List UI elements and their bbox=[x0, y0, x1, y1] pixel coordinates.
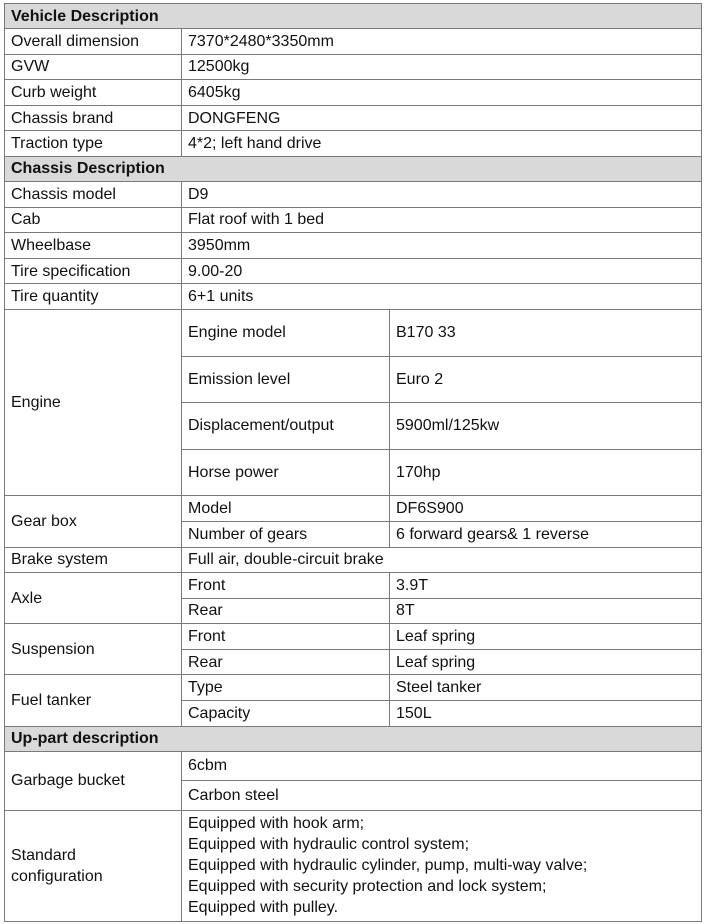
sub-value: 6 forward gears& 1 reverse bbox=[390, 521, 702, 547]
table-row bbox=[5, 131, 702, 157]
sub-label: Front bbox=[182, 573, 390, 599]
sub-label: Emission level bbox=[182, 356, 390, 403]
row-label: Traction type bbox=[5, 131, 182, 157]
sub-value: Leaf spring bbox=[390, 624, 702, 650]
sub-value: 150L bbox=[390, 701, 702, 727]
standard-row bbox=[5, 810, 702, 921]
bucket-value: Carbon steel bbox=[182, 781, 702, 811]
standard-line: Equipped with hydraulic control system; bbox=[188, 836, 470, 854]
row-value: Full air, double-circuit brake bbox=[182, 547, 702, 573]
section-uppart bbox=[5, 726, 702, 751]
row-value: 3950mm bbox=[182, 233, 702, 259]
sub-label: Displacement/output bbox=[182, 403, 390, 450]
row-value: 12500kg bbox=[182, 54, 702, 80]
row-label: Wheelbase bbox=[5, 233, 182, 259]
row-label: Tire specification bbox=[5, 258, 182, 284]
table-row bbox=[5, 258, 702, 284]
row-label: Curb weight bbox=[5, 80, 182, 106]
standard-label bbox=[5, 810, 182, 921]
row-label: Brake system bbox=[5, 547, 182, 573]
row-label: Overall dimension bbox=[5, 29, 182, 55]
table-row bbox=[5, 284, 702, 310]
standard-line: Equipped with hook arm; bbox=[188, 815, 365, 833]
axle-label: Axle bbox=[5, 573, 182, 624]
spec-table bbox=[4, 3, 702, 922]
gearbox-label: Gear box bbox=[5, 496, 182, 547]
table-row bbox=[5, 29, 702, 55]
standard-value bbox=[182, 810, 702, 921]
suspension-label: Suspension bbox=[5, 624, 182, 675]
standard-label-line: configuration bbox=[11, 867, 103, 885]
sub-value: Steel tanker bbox=[390, 675, 702, 701]
engine-label: Engine bbox=[5, 309, 182, 495]
row-value: D9 bbox=[182, 181, 702, 207]
table-row bbox=[5, 181, 702, 207]
standard-line: Equipped with pulley. bbox=[188, 899, 339, 917]
bucket-row bbox=[5, 751, 702, 781]
standard-line: Equipped with hydraulic cylinder, pump, multi-way valve; bbox=[188, 857, 588, 875]
sub-label: Front bbox=[182, 624, 390, 650]
table-row bbox=[5, 105, 702, 131]
table-row bbox=[5, 207, 702, 233]
table-row bbox=[5, 233, 702, 259]
sub-value: B170 33 bbox=[390, 309, 702, 356]
row-value: 9.00-20 bbox=[182, 258, 702, 284]
sub-label: Type bbox=[182, 675, 390, 701]
suspension-row bbox=[5, 624, 702, 650]
sub-value: 5900ml/125kw bbox=[390, 403, 702, 450]
row-label: Tire quantity bbox=[5, 284, 182, 310]
sub-label: Capacity bbox=[182, 701, 390, 727]
row-label: Cab bbox=[5, 207, 182, 233]
sub-label: Model bbox=[182, 496, 390, 522]
sub-value: 3.9T bbox=[390, 573, 702, 599]
sub-value: 8T bbox=[390, 598, 702, 624]
row-value: 6+1 units bbox=[182, 284, 702, 310]
bucket-value: 6cbm bbox=[182, 751, 702, 781]
standard-label-line: Standard bbox=[11, 846, 76, 864]
row-label: GVW bbox=[5, 54, 182, 80]
section-heading: Up-part description bbox=[5, 726, 702, 751]
table-row bbox=[5, 80, 702, 106]
table-row bbox=[5, 547, 702, 573]
fuel-label: Fuel tanker bbox=[5, 675, 182, 726]
sub-value: 170hp bbox=[390, 449, 702, 496]
row-label: Chassis model bbox=[5, 181, 182, 207]
fuel-row bbox=[5, 675, 702, 701]
row-label: Chassis brand bbox=[5, 105, 182, 131]
row-value: 6405kg bbox=[182, 80, 702, 106]
sub-label: Engine model bbox=[182, 309, 390, 356]
axle-row bbox=[5, 573, 702, 599]
sub-label: Horse power bbox=[182, 449, 390, 496]
sub-value: DF6S900 bbox=[390, 496, 702, 522]
standard-line: Equipped with security protection and lock system; bbox=[188, 878, 547, 896]
section-heading: Chassis Description bbox=[5, 156, 702, 181]
row-value: 7370*2480*3350mm bbox=[182, 29, 702, 55]
sub-value: Leaf spring bbox=[390, 649, 702, 675]
engine-row bbox=[5, 309, 702, 356]
table-row bbox=[5, 54, 702, 80]
sub-label: Number of gears bbox=[182, 521, 390, 547]
row-value: 4*2; left hand drive bbox=[182, 131, 702, 157]
row-value: DONGFENG bbox=[182, 105, 702, 131]
sub-value: Euro 2 bbox=[390, 356, 702, 403]
section-chassis bbox=[5, 156, 702, 181]
sub-label: Rear bbox=[182, 598, 390, 624]
gearbox-row bbox=[5, 496, 702, 522]
bucket-label: Garbage bucket bbox=[5, 751, 182, 810]
section-heading: Vehicle Description bbox=[5, 4, 702, 29]
section-vehicle bbox=[5, 4, 702, 29]
row-value: Flat roof with 1 bed bbox=[182, 207, 702, 233]
sub-label: Rear bbox=[182, 649, 390, 675]
